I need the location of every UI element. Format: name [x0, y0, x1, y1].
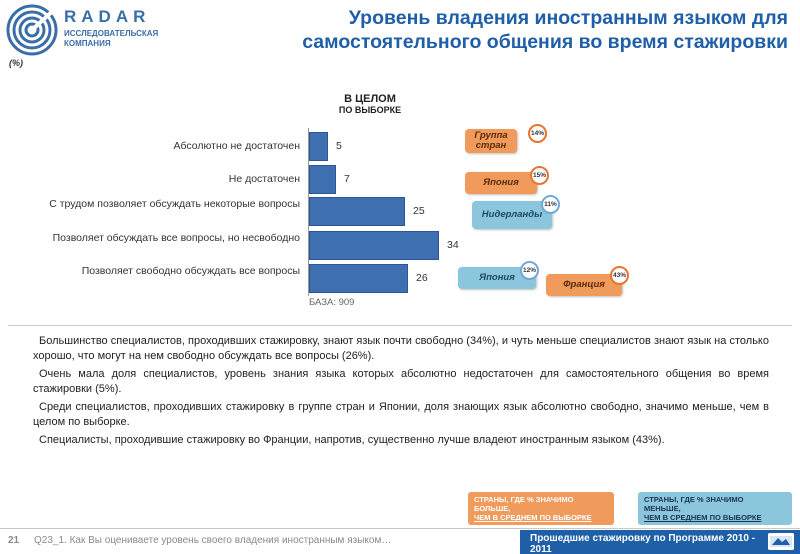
badge-netherlands-pct: 11%	[541, 195, 560, 214]
legend-more-line2: БОЛЬШЕ,	[474, 504, 511, 513]
bar	[309, 197, 405, 226]
unit-label: (%)	[9, 58, 23, 68]
program-banner-text: Прошедшие стажировку по Программе 2010 - 2011	[530, 533, 756, 554]
badge-group-countries	[465, 129, 517, 153]
chart-axis	[308, 128, 309, 296]
category-label: Позволяет обсуждать все вопросы, но несвободно	[52, 232, 300, 244]
category-label: Не достаточен	[228, 173, 300, 185]
slide-title-line2: самостоятельного общения во время стажировки	[302, 31, 788, 53]
bar	[309, 231, 439, 260]
category-label: Позволяет свободно обсуждать все вопросы	[81, 265, 300, 277]
chart-header-line2: ПО ВЫБОРКЕ	[338, 105, 402, 115]
brand-subtitle	[64, 29, 158, 49]
legend-less-line3: ЧЕМ В СРЕДНЕМ ПО ВЫБОРКЕ	[644, 513, 762, 522]
divider	[8, 325, 792, 326]
brand-name: RADAR	[64, 7, 151, 26]
finding-paragraph: Большинство специалистов, проходивших стажировку, знают язык почти свободно (34%), и чуть меньше специалистов знают язык на столько хорошо, что могут на нем свободно обсуждать все вопросы (26%).	[33, 335, 769, 362]
program-banner	[520, 530, 800, 554]
bar-value-label: 5	[336, 140, 342, 152]
base-label: БАЗА: 909	[309, 297, 355, 308]
badge-france-label: Франция	[563, 279, 605, 290]
badge-japan-more	[465, 172, 537, 194]
bar-value-label: 26	[416, 272, 428, 284]
badge-netherlands	[472, 201, 552, 229]
bar	[309, 132, 328, 161]
question-text: Q23_1. Как Вы оцениваете уровень своего владения иностранным языком…	[34, 535, 392, 546]
flag-icon	[768, 533, 794, 550]
badge-japan-more-pct: 15%	[530, 166, 549, 185]
legend-less-line2: МЕНЬШЕ,	[644, 504, 681, 513]
category-label: С трудом позволяет обсуждать некоторые вопросы	[49, 198, 300, 210]
bar-value-label: 25	[413, 205, 425, 217]
badge-group-countries-pct: 14%	[528, 124, 547, 143]
legend-less	[638, 492, 792, 525]
badge-japan-less-pct: 12%	[520, 261, 539, 280]
bar-value-label: 7	[344, 173, 350, 185]
badge-group-countries-label: Группа стран	[474, 130, 508, 151]
slide-title	[188, 6, 788, 54]
legend-less-line1: СТРАНЫ, ГДЕ % ЗНАЧИМО	[644, 495, 744, 504]
page-number: 21	[8, 535, 20, 546]
brand-subtitle-line2: КОМПАНИЯ	[64, 39, 111, 48]
findings-text	[33, 334, 769, 451]
legend-more-line3: ЧЕМ В СРЕДНЕМ ПО ВЫБОРКЕ	[474, 513, 592, 522]
radar-logo	[6, 4, 176, 60]
slide-title-line1: Уровень владения иностранным языком для	[348, 7, 788, 29]
bar	[309, 165, 336, 194]
bar-value-label: 34	[447, 239, 459, 251]
finding-paragraph: Среди специалистов, проходивших стажировку в группе стран и Японии, доля знающих язык абсолютно свободно, значимо меньше, чем в целом по выборке.	[33, 401, 769, 428]
brand-subtitle-line1: ИССЛЕДОВАТЕЛЬСКАЯ	[64, 29, 159, 38]
finding-paragraph: Очень мала доля специалистов, уровень знания языка которых абсолютно недостаточен для самостоятельного общения во время стажировки (5%).	[33, 368, 769, 395]
legend-more	[468, 492, 614, 525]
badge-japan-more-label: Япония	[483, 177, 519, 188]
legend-more-line1: СТРАНЫ, ГДЕ % ЗНАЧИМО	[474, 495, 574, 504]
footer-divider	[0, 528, 800, 529]
radar-logo-icon	[6, 4, 58, 56]
bar	[309, 264, 408, 293]
chart-header-line1: В ЦЕЛОМ	[344, 93, 396, 105]
badge-france-pct: 43%	[610, 266, 629, 285]
badge-netherlands-label: Нидерланды	[481, 209, 543, 220]
chart-header	[300, 93, 440, 115]
category-label: Абсолютно не достаточен	[173, 140, 300, 152]
finding-paragraph: Специалисты, проходившие стажировку во Франции, напротив, существенно лучше владеют иностранным языком (43%).	[39, 434, 665, 446]
badge-japan-less-label: Япония	[479, 272, 515, 283]
